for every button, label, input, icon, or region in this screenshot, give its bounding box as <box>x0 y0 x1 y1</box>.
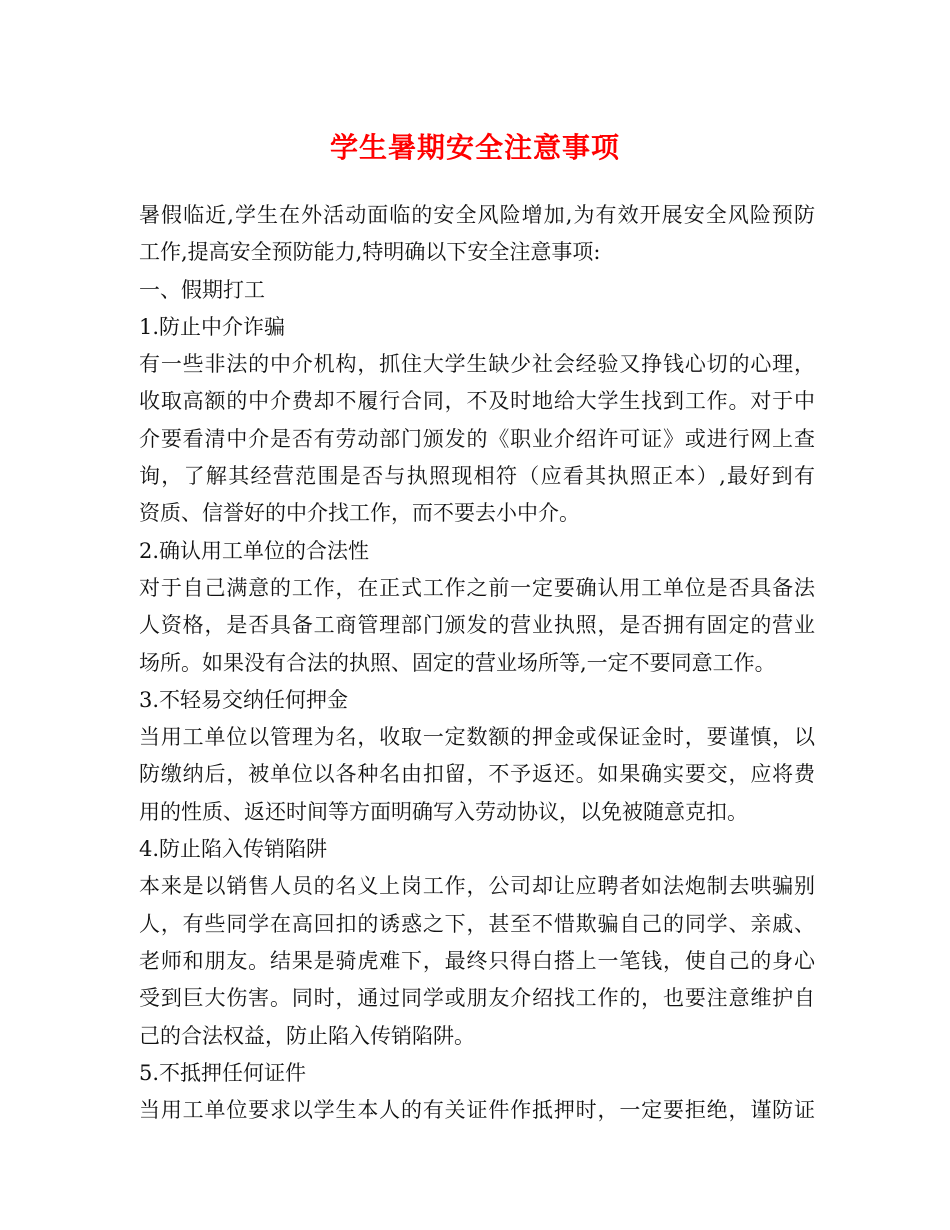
subsection-heading: 1.防止中介诈骗 <box>139 314 286 339</box>
subsection-heading: 5.不抵押任何证件 <box>139 1060 307 1085</box>
subsection-heading: 3.不轻易交纳任何押金 <box>139 687 349 712</box>
body-line: 防缴纳后，被单位以各种名由扣留，不予返还。如果确实要交，应将费 <box>139 762 815 787</box>
subsection-heading: 4.防止陷入传销陷阱 <box>139 837 328 862</box>
body-line: 对于自己满意的工作，在正式工作之前一定要确认用工单位是否具备法 <box>139 575 815 600</box>
body-line: 介要看清中介是否有劳动部门颁发的《职业介绍许可证》或进行网上查 <box>139 426 815 451</box>
document-body <box>139 197 815 1129</box>
body-line: 资质、信誉好的中介找工作，而不要去小中介。 <box>139 501 580 526</box>
body-line: 人资格，是否具备工商管理部门颁发的营业执照，是否拥有固定的营业 <box>139 613 815 638</box>
body-line: 受到巨大伤害。同时，通过同学或朋友介绍找工作的，也要注意维护自 <box>139 986 815 1011</box>
body-line: 用的性质、返还时间等方面明确写入劳动协议，以免被随意克扣。 <box>139 799 748 824</box>
body-line: 有一些非法的中介机构，抓住大学生缺少社会经验又挣钱心切的心理， <box>139 352 815 377</box>
body-line: 老师和朋友。结果是骑虎难下，最终只得白搭上一笔钱，使自己的身心 <box>139 948 815 973</box>
body-line: 己的合法权益，防止陷入传销陷阱。 <box>139 1023 475 1048</box>
subsection-heading: 2.确认用工单位的合法性 <box>139 538 370 563</box>
body-line: 工作,提高安全预防能力,特明确以下安全注意事项: <box>139 240 601 265</box>
body-line: 暑假临近,学生在外活动面临的安全风险增加,为有效开展安全风险预防 <box>139 203 815 227</box>
body-line: 场所。如果没有合法的执照、固定的营业场所等,一定不要同意工作。 <box>139 650 776 675</box>
body-line: 当用工单位以管理为名，收取一定数额的押金或保证金时，要谨慎，以 <box>139 725 815 750</box>
body-line: 人，有些同学在高回扣的诱惑之下，甚至不惜欺骗自己的同学、亲戚、 <box>139 911 815 936</box>
body-line: 收取高额的中介费却不履行合同，不及时地给大学生找到工作。对于中 <box>139 389 815 414</box>
body-line: 本来是以销售人员的名义上岗工作，公司却让应聘者如法炮制去哄骗别 <box>139 874 815 899</box>
body-line: 询，了解其经营范围是否与执照现相符（应看其执照正本）,最好到有 <box>139 464 815 489</box>
body-line: 当用工单位要求以学生本人的有关证件作抵押时，一定要拒绝，谨防证 <box>139 1098 815 1123</box>
section-heading: 一、假期打工 <box>139 277 265 302</box>
document-title: 学生暑期安全注意事项 <box>329 131 620 164</box>
